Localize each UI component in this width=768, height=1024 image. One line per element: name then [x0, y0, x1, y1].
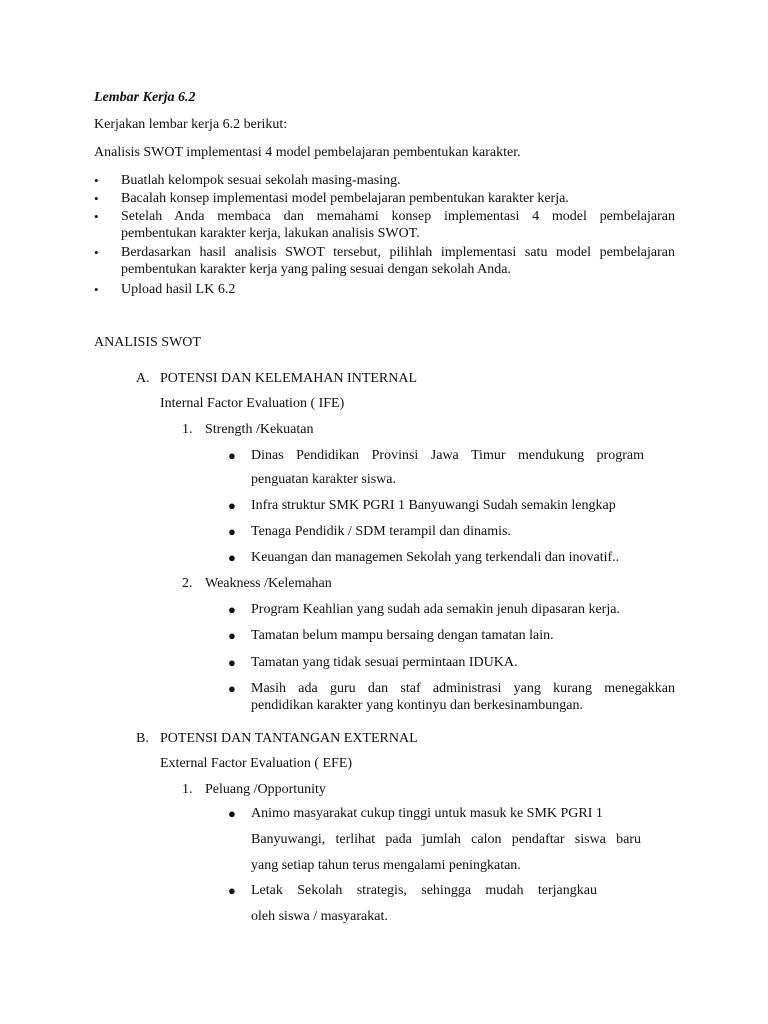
opportunity-heading: Peluang /Opportunity	[205, 782, 326, 797]
section-title-external: POTENSI DAN TANTANGAN EXTERNAL	[160, 731, 418, 746]
opportunity-item-continued: Banyuwangi, terlihat pada jumlah calon pendaftar siswa baru	[251, 832, 641, 847]
bullet-icon: •	[94, 191, 99, 206]
strength-item: Dinas Pendidikan Provinsi Jawa Timur mendukung program	[251, 448, 644, 463]
opportunity-item: Animo masyarakat cukup tinggi untuk masuk ke SMK PGRI 1	[251, 806, 603, 821]
section-marker: A.	[136, 371, 150, 386]
bullet-icon: ●	[228, 681, 236, 696]
strength-item: Keuangan dan managemen Sekolah yang terkendali dan inovatif..	[251, 550, 620, 565]
weakness-item-continued: pendidikan karakter yang kontinyu dan berkesinambungan.	[251, 698, 584, 713]
weakness-heading: Weakness /Kelemahan	[205, 576, 332, 591]
bullet-icon: ●	[228, 448, 236, 463]
opportunity-item-continued: oleh siswa / masyarakat.	[251, 909, 388, 924]
bullet-icon: ●	[228, 498, 236, 513]
weakness-item: Program Keahlian yang sudah ada semakin jenuh dipasaran kerja.	[251, 602, 620, 617]
bullet-icon: ●	[228, 602, 236, 617]
list-number: 1.	[182, 782, 193, 797]
bullet-icon: •	[94, 245, 99, 260]
bullet-icon: •	[94, 282, 99, 297]
task-item: Upload hasil LK 6.2	[121, 282, 236, 297]
task-item: Setelah Anda membaca dan memahami konsep implementasi 4 model pembelajaran	[121, 209, 675, 224]
opportunity-item-continued: yang setiap tahun terus mengalami peningkatan.	[251, 858, 521, 873]
task-item-continued: pembentukan karakter kerja, lakukan analisis SWOT.	[121, 226, 420, 241]
bullet-icon: ●	[228, 628, 236, 643]
section-subtitle-efe: External Factor Evaluation ( EFE)	[160, 756, 353, 771]
topic-text: Analisis SWOT implementasi 4 model pembelajaran pembentukan karakter.	[94, 145, 521, 160]
bullet-icon: •	[94, 173, 99, 188]
section-marker: B.	[136, 731, 149, 746]
strength-item: Tenaga Pendidik / SDM terampil dan dinamis.	[251, 524, 511, 539]
task-item: Buatlah kelompok sesuai sekolah masing-masing.	[121, 173, 401, 188]
bullet-icon: ●	[228, 806, 236, 821]
section-title-internal: POTENSI DAN KELEMAHAN INTERNAL	[160, 371, 418, 386]
section-subtitle-ife: Internal Factor Evaluation ( IFE)	[160, 396, 345, 411]
opportunity-item: Letak Sekolah strategis, sehingga mudah terjangkau	[251, 883, 597, 898]
bullet-icon: ●	[228, 883, 236, 898]
strength-item-continued: penguatan karakter siswa.	[251, 472, 396, 487]
list-number: 1.	[182, 422, 193, 437]
task-item: Berdasarkan hasil analisis SWOT tersebut, pilihlah implementasi satu model pembelajaran	[121, 245, 675, 260]
list-number: 2.	[182, 576, 193, 591]
analysis-heading: ANALISIS SWOT	[94, 335, 201, 350]
weakness-item: Tamatan belum mampu bersaing dengan tamatan lain.	[251, 628, 554, 643]
worksheet-title: Lembar Kerja 6.2	[94, 90, 196, 105]
bullet-icon: •	[94, 209, 99, 224]
task-item: Bacalah konsep implementasi model pembelajaran pembentukan karakter kerja.	[121, 191, 569, 206]
bullet-icon: ●	[228, 524, 236, 539]
bullet-icon: ●	[228, 550, 236, 565]
instruction-text: Kerjakan lembar kerja 6.2 berikut:	[94, 117, 288, 132]
weakness-item: Masih ada guru dan staf administrasi yang kurang menegakkan	[251, 681, 675, 696]
weakness-item: Tamatan yang tidak sesuai permintaan IDUKA.	[251, 655, 518, 670]
strength-item: Infra struktur SMK PGRI 1 Banyuwangi Sudah semakin lengkap	[251, 498, 616, 513]
bullet-icon: ●	[228, 655, 236, 670]
strength-heading: Strength /Kekuatan	[205, 422, 314, 437]
task-item-continued: pembentukan karakter kerja yang paling sesuai dengan sekolah Anda.	[121, 262, 511, 277]
